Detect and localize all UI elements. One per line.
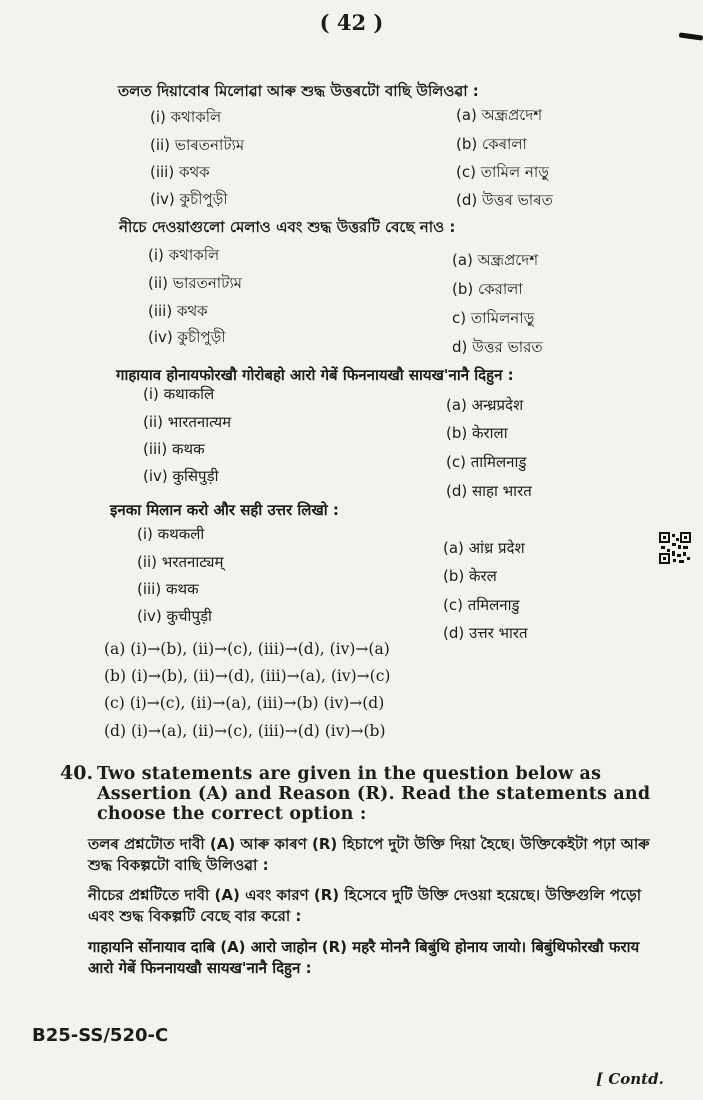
hindi-left-2: (ii) भरतनाट्यम्	[137, 553, 224, 571]
bodo-right-4: (d) साहा भारत	[446, 482, 532, 500]
assamese-left-2: (ii) ভাৰতনাট্যম	[150, 136, 245, 154]
hindi-right-4: (d) उत्तर भारत	[443, 624, 528, 642]
bengali-instruction: নীচে দেওয়াগুলো মেলাও এবং শুদ্ধ উত্তরটি বেছে নাও :	[119, 218, 456, 236]
bodo-right-2: (b) केराला	[446, 424, 508, 442]
assamese-left-3: (iii) কথক	[150, 163, 210, 181]
hindi-left-4: (iv) कुचीपुड़ी	[137, 607, 212, 625]
bengali-right-2: (b) কেরালা	[452, 280, 523, 298]
option-b: (b) (i)→(b), (ii)→(d), (iii)→(a), (iv)→(c)	[104, 667, 391, 685]
bengali-left-1: (i) কথাকলি	[148, 246, 220, 264]
assamese-right-4: (d) উত্তৰ ভাৰত	[456, 191, 553, 209]
paper-code: B25-SS/520-C	[32, 1025, 169, 1046]
hindi-left-3: (iii) कथक	[137, 580, 199, 598]
question-english-text: Two statements are given in the question below as Assertion (A) and Reason (R). Read the statements and choose the correct option :	[97, 764, 651, 824]
bengali-left-2: (ii) ভারতনাট্যম	[148, 274, 242, 292]
assamese-right-1: (a) অন্ধ্ৰপ্ৰদেশ	[456, 106, 543, 124]
assamese-left-4: (iv) কুচীপুড়ী	[150, 190, 228, 208]
hindi-right-2: (b) केरल	[443, 567, 497, 585]
bengali-left-4: (iv) কুচীপুড়ী	[148, 328, 226, 346]
assamese-instruction: তলত দিয়াবোৰ মিলোৱা আৰু শুদ্ধ উত্তৰটো বাছি উলিওৱা :	[118, 82, 479, 100]
bengali-left-3: (iii) কথক	[148, 302, 208, 320]
bodo-right-1: (a) अन्ध्रप्रदेश	[446, 396, 524, 414]
page-number: ( 42 )	[319, 10, 384, 35]
qr-code-icon	[659, 532, 691, 564]
assamese-left-1: (i) কথাকলি	[150, 108, 222, 126]
assamese-right-3: (c) তামিল নাড়ু	[456, 163, 549, 181]
assamese-right-2: (b) কেৰালা	[456, 135, 527, 153]
hindi-left-1: (i) कथकली	[137, 525, 205, 543]
hindi-right-3: (c) तमिलनाडु	[443, 596, 520, 614]
continued-label: [ Contd.	[596, 1070, 664, 1088]
option-a: (a) (i)→(b), (ii)→(c), (iii)→(d), (iv)→(a)	[104, 640, 390, 658]
question-number: 40.	[60, 762, 94, 784]
question-bengali-text: নীচের প্রশ্নটিতে দাবী (A) এবং কারণ (R) হিসেবে দুটি উক্তি দেওয়া হয়েছে। উক্তিগুলি পড়ো এবং শুদ্ধ বিকল্পটি বেছে বার করো :	[88, 886, 642, 925]
bengali-right-1: (a) অন্ধ্রপ্রদেশ	[452, 251, 539, 269]
bodo-right-3: (c) तामिलनाडु	[446, 453, 527, 471]
bodo-left-1: (i) कथाकलि	[143, 385, 215, 403]
hindi-right-1: (a) आंध्र प्रदेश	[443, 539, 525, 557]
hindi-instruction: इनका मिलान करो और सही उत्तर लिखो :	[110, 501, 339, 519]
bodo-left-2: (ii) भारतनात्यम	[143, 413, 232, 431]
option-c: (c) (i)→(c), (ii)→(a), (iii)→(b) (iv)→(d)	[104, 694, 385, 712]
bodo-left-3: (iii) कथक	[143, 440, 205, 458]
bodo-left-4: (iv) कुसिपुड़ी	[143, 467, 219, 485]
bengali-right-3: c) তামিলনাড়ু	[452, 309, 535, 327]
bengali-right-4: d) উত্তর ভারত	[452, 338, 543, 356]
bodo-instruction: गाहायाव होनायफोरखौ गोरोबहो आरो गेबें फिननायखौ सायख'नानै दिहुन :	[116, 366, 514, 384]
question-assamese-text: তলৰ প্ৰশ্নটোত দাবী (A) আৰু কাৰণ (R) হিচাপে দুটা উক্তি দিয়া হৈছে। উক্তিকেইটা পঢ়া আৰু শুদ্ধ বিকল্পটো বাছি উলিওৱা :	[88, 835, 650, 874]
option-d: (d) (i)→(a), (ii)→(c), (iii)→(d) (iv)→(b)	[104, 722, 386, 740]
question-bodo-text: गाहायनि सोंनायाव दाबि (A) आरो जाहोन (R) महरै मोननै बिबुंथि होनाय जायो। बिबुंथिफोरखौ फराय आरो गेबें फिननायखौ सायख'नानै दिहुन :	[88, 938, 640, 977]
